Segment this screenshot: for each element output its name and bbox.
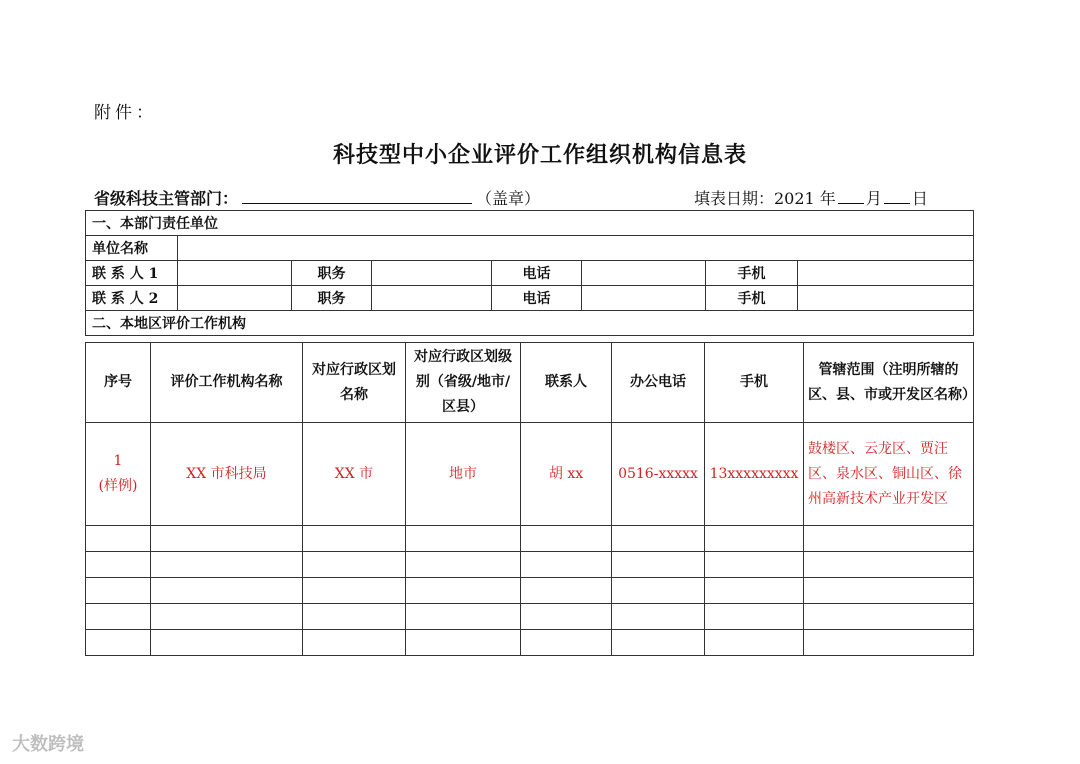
col-header-region-level: 对应行政区划级别（省级/地市/区县）	[406, 343, 521, 423]
cell[interactable]	[406, 552, 521, 578]
sample-contact: 胡 xx	[521, 423, 612, 526]
contact1-mobile-label: 手机	[706, 261, 798, 286]
cell[interactable]	[406, 630, 521, 656]
cell[interactable]	[303, 630, 406, 656]
col-header-index: 序号	[86, 343, 151, 423]
cell[interactable]	[612, 604, 705, 630]
col-header-org-name: 评价工作机构名称	[151, 343, 303, 423]
dept-row	[94, 186, 540, 209]
cell[interactable]	[804, 604, 974, 630]
contact2-phone-field[interactable]	[582, 286, 706, 311]
sample-office-phone: 0516-xxxxx	[612, 423, 705, 526]
contact1-mobile-field[interactable]	[798, 261, 974, 286]
cell[interactable]	[151, 630, 303, 656]
unit-name-label: 单位名称	[86, 236, 178, 261]
contact1-phone-label: 电话	[492, 261, 582, 286]
cell[interactable]	[521, 552, 612, 578]
cell[interactable]	[804, 578, 974, 604]
day-label: 日	[911, 189, 928, 208]
cell[interactable]	[151, 552, 303, 578]
dept-blank-line	[242, 187, 472, 204]
cell[interactable]	[406, 604, 521, 630]
unit-name-field[interactable]	[178, 236, 974, 261]
cell[interactable]	[303, 604, 406, 630]
cell[interactable]	[705, 630, 804, 656]
cell[interactable]	[705, 604, 804, 630]
contact1-position-field[interactable]	[372, 261, 492, 286]
cell[interactable]	[151, 604, 303, 630]
contact2-label: 联 系 人 2	[86, 286, 178, 311]
contact2-phone-label: 电话	[492, 286, 582, 311]
day-blank	[884, 189, 910, 204]
table-row	[86, 630, 974, 656]
attachment-label: 附件：	[94, 103, 157, 123]
dept-label: 省级科技主管部门：	[94, 189, 239, 208]
col-header-contact: 联系人	[521, 343, 612, 423]
table-row	[86, 526, 974, 552]
col-header-scope: 管辖范围（注明所辖的区、县、市或开发区名称）	[804, 343, 974, 423]
contact2-name-field[interactable]	[178, 286, 292, 311]
table-header-row	[86, 343, 974, 423]
cell[interactable]	[406, 578, 521, 604]
cell[interactable]	[86, 578, 151, 604]
evaluation-org-table	[85, 342, 974, 656]
sample-scope: 鼓楼区、云龙区、贾汪区、泉水区、铜山区、徐州高新技术产业开发区	[804, 423, 974, 526]
cell[interactable]	[303, 552, 406, 578]
sample-index: 1	[113, 453, 123, 469]
cell[interactable]	[86, 552, 151, 578]
responsible-unit-table	[85, 210, 974, 336]
col-header-office-phone: 办公电话	[612, 343, 705, 423]
contact1-position-label: 职务	[292, 261, 372, 286]
cell[interactable]	[303, 526, 406, 552]
cell[interactable]	[612, 578, 705, 604]
page-title: 科技型中小企业评价工作组织机构信息表	[332, 142, 747, 168]
sample-index-cell	[86, 423, 151, 526]
cell[interactable]	[705, 552, 804, 578]
contact2-position-label: 职务	[292, 286, 372, 311]
contact1-name-field[interactable]	[178, 261, 292, 286]
sample-region: XX 市	[303, 423, 406, 526]
cell[interactable]	[612, 526, 705, 552]
cell[interactable]	[521, 578, 612, 604]
cell[interactable]	[804, 630, 974, 656]
col-header-mobile: 手机	[705, 343, 804, 423]
cell[interactable]	[521, 630, 612, 656]
cell[interactable]	[612, 552, 705, 578]
month-label: 月	[865, 189, 882, 208]
cell[interactable]	[303, 578, 406, 604]
section2-heading: 二、本地区评价工作机构	[86, 311, 974, 336]
fill-date	[694, 186, 928, 209]
cell[interactable]	[804, 526, 974, 552]
cell[interactable]	[86, 604, 151, 630]
sample-level: 地市	[406, 423, 521, 526]
seal-label: （盖章）	[476, 189, 541, 208]
cell[interactable]	[151, 526, 303, 552]
contact2-position-field[interactable]	[372, 286, 492, 311]
cell[interactable]	[612, 630, 705, 656]
sample-mobile: 13xxxxxxxxx	[705, 423, 804, 526]
table-row	[86, 604, 974, 630]
cell[interactable]	[151, 578, 303, 604]
cell[interactable]	[86, 526, 151, 552]
contact1-label: 联 系 人 1	[86, 261, 178, 286]
cell[interactable]	[705, 578, 804, 604]
month-blank	[838, 189, 864, 204]
col-header-region-name: 对应行政区划名称	[303, 343, 406, 423]
cell[interactable]	[86, 630, 151, 656]
cell[interactable]	[705, 526, 804, 552]
cell[interactable]	[521, 526, 612, 552]
section1-heading: 一、本部门责任单位	[86, 211, 974, 236]
contact2-mobile-label: 手机	[706, 286, 798, 311]
sample-org: XX 市科技局	[151, 423, 303, 526]
contact2-mobile-field[interactable]	[798, 286, 974, 311]
cell[interactable]	[406, 526, 521, 552]
watermark: 大数跨境	[12, 734, 84, 755]
cell[interactable]	[804, 552, 974, 578]
cell[interactable]	[521, 604, 612, 630]
date-prefix: 填表日期：2021 年	[694, 189, 836, 208]
contact1-phone-field[interactable]	[582, 261, 706, 286]
table-row	[86, 578, 974, 604]
sample-note: (样例)	[98, 478, 138, 494]
table-row	[86, 552, 974, 578]
table-row	[86, 423, 974, 526]
